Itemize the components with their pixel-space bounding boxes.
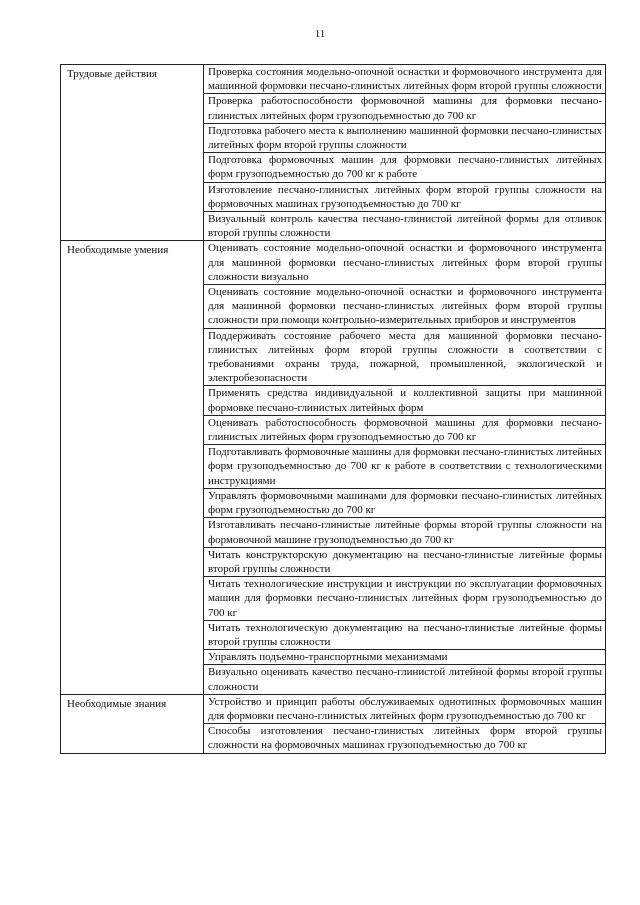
section-label: Необходимые умения <box>61 241 204 694</box>
requirement-item: Оценивать работоспособность формовочной машины для формовки песчано-глинистых литейных форм грузоподъемностью до 700 кг <box>204 415 606 444</box>
requirement-item: Визуально оценивать качество песчано-глинистой литейной формы второй группы сложности <box>204 665 606 694</box>
requirement-item: Читать технологические инструкции и инструкции по эксплуатации формовочных машин для формовки песчано-глинистых литейных форм грузоподъемностью до 700 кг <box>204 577 606 621</box>
requirement-item: Применять средства индивидуальной и коллективной защиты при машинной формовке песчано-глинистых литейных форм <box>204 386 606 415</box>
table-row <box>61 65 606 94</box>
requirement-item: Управлять подъемно-транспортными механизмами <box>204 650 606 665</box>
section-label: Необходимые знания <box>61 694 204 753</box>
requirement-item: Оценивать состояние модельно-опочной оснастки и формовочного инструмента для машинной формовки песчано-глинистых литейных форм второй группы сложности при помощи контрольно-измерительных приборов и инструментов <box>204 285 606 329</box>
section-label: Трудовые действия <box>61 65 204 241</box>
requirement-item: Изготавливать песчано-глинистые литейные формы второй группы сложности на формовочной машине грузоподъемностью до 700 кг <box>204 518 606 547</box>
requirement-item: Способы изготовления песчано-глинистых литейных форм второй группы сложности на формовочных машинах грузоподъемностью до 700 кг <box>204 724 606 753</box>
requirement-item: Поддерживать состояние рабочего места для машинной формовки песчано-глинистых литейных форм второй группы сложности в соответствии с требованиями охраны труда, пожарной, промышленной, экологической и электробезопасности <box>204 328 606 386</box>
requirement-item: Читать технологическую документацию на песчано-глинистые литейные формы второй группы сложности <box>204 620 606 649</box>
requirements-table-body <box>61 65 606 754</box>
table-row <box>61 241 606 285</box>
requirement-item: Устройство и принцип работы обслуживаемых однотипных формовочных машин для формовки песчано-глинистых литейных форм грузоподъемностью до 700 кг <box>204 694 606 723</box>
requirements-table <box>60 64 606 754</box>
requirement-item: Проверка состояния модельно-опочной оснастки и формовочного инструмента для машинной формовки песчано-глинистых литейных форм второй группы сложности <box>204 65 606 94</box>
requirement-item: Подготовка рабочего места к выполнению машинной формовки песчано-глинистых литейных форм второй группы сложности <box>204 123 606 152</box>
requirement-item: Подготовка формовочных машин для формовки песчано-глинистых литейных форм грузоподъемностью до 700 кг к работе <box>204 153 606 182</box>
requirement-item: Подготавливать формовочные машины для формовки песчано-глинистых литейных форм грузоподъемностью до 700 кг к работе в соответствии с технологическими инструкциями <box>204 445 606 489</box>
requirement-item: Проверка работоспособности формовочной машины для формовки песчано-глинистых литейных форм грузоподъемностью до 700 кг <box>204 94 606 123</box>
requirement-item: Управлять формовочными машинами для формовки песчано-глинистых литейных форм грузоподъемностью до 700 кг <box>204 488 606 517</box>
requirement-item: Изготовление песчано-глинистых литейных форм второй группы сложности на формовочных машинах грузоподъемностью до 700 кг <box>204 182 606 211</box>
requirement-item: Визуальный контроль качества песчано-глинистой литейной формы для отливок второй группы сложности <box>204 212 606 241</box>
requirement-item: Читать конструкторскую документацию на песчано-глинистые литейные формы второй группы сложности <box>204 547 606 576</box>
page-number: 11 <box>314 28 326 40</box>
requirement-item: Оценивать состояние модельно-опочной оснастки и формовочного инструмента для машинной формовки песчано-глинистых литейных форм второй группы сложности визуально <box>204 241 606 285</box>
table-row <box>61 694 606 723</box>
